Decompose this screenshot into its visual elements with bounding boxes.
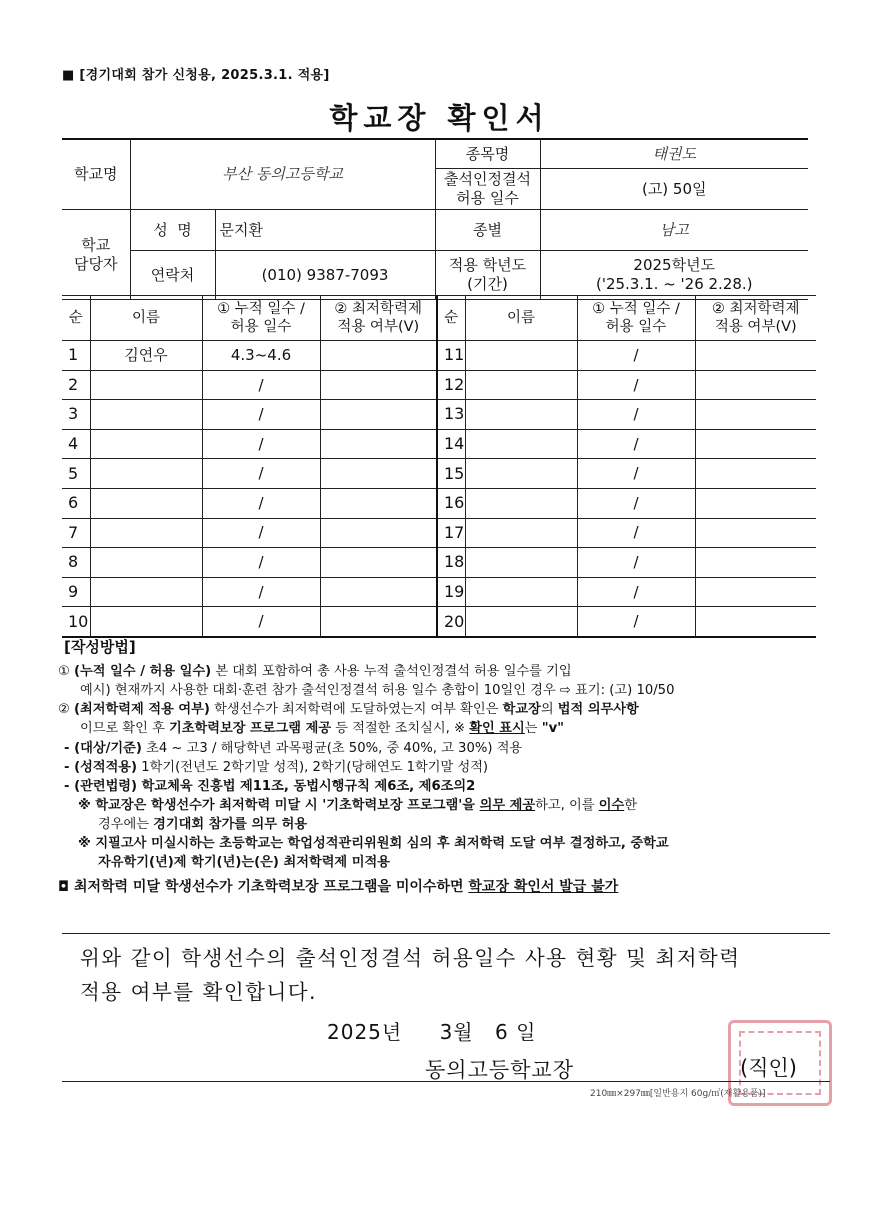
row-min — [320, 518, 437, 548]
table-row — [62, 459, 816, 489]
row-name — [90, 548, 202, 578]
col-header-name-2: 이름 — [465, 296, 577, 341]
table-row — [62, 518, 816, 548]
document-title: 학교장 확인서 — [329, 101, 550, 135]
row-name — [465, 488, 577, 518]
row-days: / — [577, 548, 695, 578]
method-section — [58, 662, 828, 897]
header-note: ■ [경기대회 참가 신청용, 2025.3.1. 적용] — [62, 68, 330, 83]
row-min — [695, 577, 816, 607]
row-no: 17 — [437, 518, 465, 548]
row-name — [465, 370, 577, 400]
method-line-8: ※ 학교장은 학생선수가 최저학력 미달 시 '기초학력보장 프로그램'을 의무 제공하고, 이를 이수한 — [78, 797, 637, 813]
absence-value: (고) 50일 — [540, 169, 808, 210]
gender-label: 종별 — [435, 210, 540, 251]
table-row — [62, 400, 816, 430]
row-days: / — [577, 459, 695, 489]
table-row — [62, 341, 816, 371]
row-name — [465, 459, 577, 489]
row-days: / — [202, 518, 320, 548]
row-min — [695, 400, 816, 430]
row-days: / — [577, 400, 695, 430]
row-no: 14 — [437, 429, 465, 459]
row-days: 4.3~4.6 — [202, 341, 320, 371]
row-min — [695, 370, 816, 400]
method-line-10: ※ 지필고사 미실시하는 초등학교는 학업성적관리위원회 심의 후 최저학력 도달 여부 결정하고, 중학교 — [78, 836, 669, 852]
student-grid-table — [62, 295, 816, 638]
row-name — [465, 400, 577, 430]
absence-label: 출석인정결석 허용 일수 — [435, 169, 540, 210]
row-no: 3 — [62, 400, 90, 430]
row-no: 2 — [62, 370, 90, 400]
row-days: / — [577, 607, 695, 637]
row-days: / — [202, 577, 320, 607]
row-min — [320, 370, 437, 400]
row-name — [465, 429, 577, 459]
row-days: / — [577, 341, 695, 371]
row-name — [465, 607, 577, 637]
confirm-statement: 위와 같이 학생선수의 출석인정결석 허용일수 사용 현황 및 최저학력 적용 여부를 확인합니다. — [80, 946, 741, 1004]
seal-label: (직인) — [740, 1056, 797, 1080]
row-days: / — [577, 488, 695, 518]
table-row — [62, 429, 816, 459]
col-header-min: ② 최저학력제 적용 여부(V) — [320, 296, 437, 341]
row-days: / — [202, 488, 320, 518]
method-line-9: 경우에는 경기대회 참가를 의무 허용 — [98, 817, 308, 833]
row-name — [90, 577, 202, 607]
row-no: 7 — [62, 518, 90, 548]
row-days: / — [202, 370, 320, 400]
row-min — [320, 400, 437, 430]
principal-name: 동의고등학교장 — [425, 1058, 575, 1082]
row-min — [320, 548, 437, 578]
method-line-7: - (관련법령) 학교체육 진흥법 제11조, 동법시행규칙 제6조, 제6조의2 — [64, 778, 476, 794]
row-name — [465, 341, 577, 371]
row-no: 16 — [437, 488, 465, 518]
col-header-days-2: ① 누적 일수 / 허용 일수 — [577, 296, 695, 341]
row-no: 8 — [62, 548, 90, 578]
school-info-table — [62, 138, 808, 300]
row-name — [90, 607, 202, 637]
row-name — [90, 459, 202, 489]
table-row — [62, 488, 816, 518]
row-name — [90, 429, 202, 459]
year-value: 2025학년도 ('25.3.1. ~ '26 2.28.) — [540, 251, 808, 300]
bottom-rule — [62, 1081, 830, 1082]
issue-date: 2025년 3월 6 일 — [327, 1020, 537, 1044]
row-days: / — [577, 577, 695, 607]
row-no: 10 — [62, 607, 90, 637]
row-min — [695, 341, 816, 371]
row-min — [320, 607, 437, 637]
row-name — [90, 488, 202, 518]
row-name — [465, 548, 577, 578]
row-min — [320, 577, 437, 607]
method-line-11: 자유학기(년)제 학기(년)는(은) 최저학력제 미적용 — [98, 855, 390, 871]
row-no: 19 — [437, 577, 465, 607]
row-no: 11 — [437, 341, 465, 371]
row-no: 6 — [62, 488, 90, 518]
name-label: 성 명 — [130, 210, 215, 251]
method-line-4: 이므로 확인 후 기초학력보장 프로그램 제공 등 적절한 조치실시, ※ 확인 표시는 "v" — [80, 721, 565, 737]
row-name — [465, 518, 577, 548]
row-name — [90, 518, 202, 548]
divider — [62, 933, 830, 934]
row-name — [90, 400, 202, 430]
row-no: 4 — [62, 429, 90, 459]
col-header-no: 순 — [62, 296, 90, 341]
paper-spec: 210㎜×297㎜[일반용지 60g/㎡(재활용품)] — [590, 1089, 766, 1099]
school-label: 학교명 — [62, 139, 130, 210]
row-min — [320, 341, 437, 371]
year-label: 적용 학년도 (기간) — [435, 251, 540, 300]
method-line-3: ② (최저학력제 적용 여부) 학생선수가 최저학력에 도달하였는지 여부 확인은 학교장의 법적 의무사항 — [58, 702, 639, 718]
contact-value: (010) 9387-7093 — [215, 251, 435, 300]
table-row — [62, 548, 816, 578]
contact-label: 연락처 — [130, 251, 215, 300]
row-days: / — [202, 548, 320, 578]
method-line-6: - (성적적용) 1학기(전년도 2학기말 성적), 2학기(당해연도 1학기말 성적) — [64, 759, 489, 775]
row-min — [320, 429, 437, 459]
manager-label: 학교 담당자 — [62, 210, 130, 300]
table-row — [62, 607, 816, 637]
table-row — [62, 577, 816, 607]
col-header-days: ① 누적 일수 / 허용 일수 — [202, 296, 320, 341]
method-line-5: - (대상/기준) 초4 ~ 고3 / 해당학년 과목평균(초 50%, 중 40%, 고 30%) 적용 — [64, 740, 523, 756]
table-row — [62, 370, 816, 400]
row-min — [695, 518, 816, 548]
school-value: 부산 동의고등학교 — [130, 139, 435, 210]
method-line-12: ◘ 최저학력 미달 학생선수가 기초학력보장 프로그램을 미이수하면 학교장 확인서 발급 불가 — [58, 878, 619, 895]
row-no: 18 — [437, 548, 465, 578]
method-line-1: ① (누적 일수 / 허용 일수) 본 대회 포함하여 총 사용 누적 출석인정결석 허용 일수를 기입 — [58, 664, 572, 679]
sport-value: 태권도 — [540, 139, 808, 169]
row-no: 12 — [437, 370, 465, 400]
row-no: 15 — [437, 459, 465, 489]
row-no: 13 — [437, 400, 465, 430]
row-no: 20 — [437, 607, 465, 637]
sport-label: 종목명 — [435, 139, 540, 169]
method-line-2: 예시) 현재까지 사용한 대회·훈련 참가 출석인정결석 허용 일수 총합이 10일인 경우 ⇨ 표기: (고) 10/50 — [80, 683, 675, 699]
col-header-no-2: 순 — [437, 296, 465, 341]
row-days: / — [202, 607, 320, 637]
row-days: / — [202, 400, 320, 430]
row-min — [695, 488, 816, 518]
row-no: 1 — [62, 341, 90, 371]
col-header-name: 이름 — [90, 296, 202, 341]
row-days: / — [577, 370, 695, 400]
row-no: 9 — [62, 577, 90, 607]
name-value: 문지환 — [215, 210, 435, 251]
row-min — [695, 429, 816, 459]
gender-value: 남고 — [540, 210, 808, 251]
row-name: 김연우 — [90, 341, 202, 371]
row-days: / — [202, 459, 320, 489]
row-days: / — [202, 429, 320, 459]
row-days: / — [577, 518, 695, 548]
method-heading: [작성방법] — [64, 638, 136, 656]
row-name — [90, 370, 202, 400]
row-min — [695, 548, 816, 578]
col-header-min-2: ② 최저학력제 적용 여부(V) — [695, 296, 816, 341]
row-min — [695, 459, 816, 489]
row-days: / — [577, 429, 695, 459]
row-min — [320, 488, 437, 518]
row-min — [695, 607, 816, 637]
row-min — [320, 459, 437, 489]
notice-icon: ◘ — [58, 878, 70, 895]
row-no: 5 — [62, 459, 90, 489]
row-name — [465, 577, 577, 607]
